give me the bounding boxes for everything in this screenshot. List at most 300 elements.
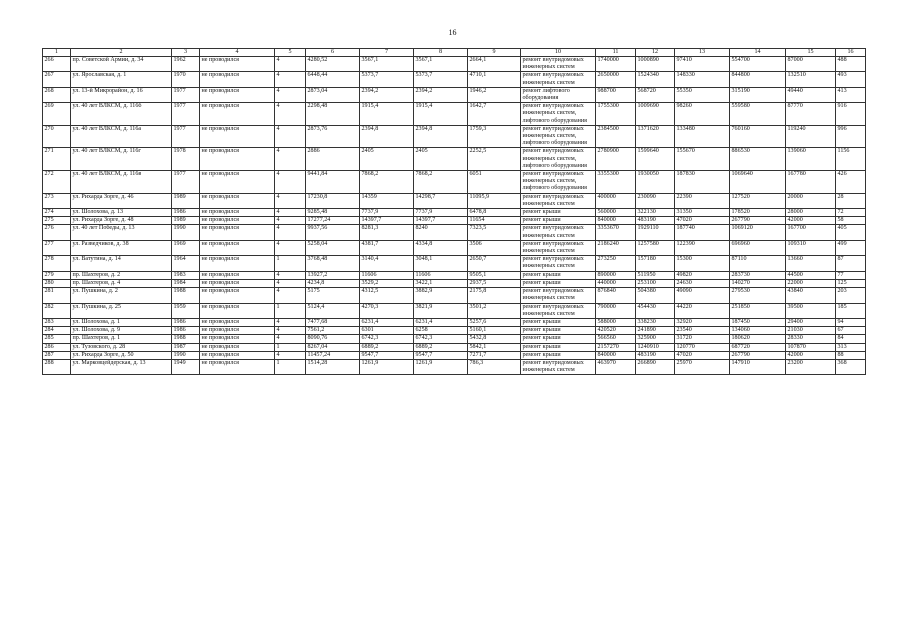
cell-total-area: 17277,24 (306, 217, 360, 225)
cell-work-type: ремонт внутридомовых инженерных систем, лифтового оборудования (521, 103, 596, 126)
table-row (43, 335, 866, 343)
cell-residential-area: 8240 (414, 225, 468, 240)
cell-private-area: 2175,8 (468, 288, 521, 303)
cell-last-repair: не проводился (200, 303, 275, 318)
cell-residential-area: 14298,7 (414, 193, 468, 208)
cell-living-area: 3140,4 (360, 256, 414, 271)
cell-address: ул. Шолохова, д. 1 (71, 318, 172, 326)
cell-row-number: 267 (43, 72, 71, 87)
cell-residential-area: 2394,2 (414, 87, 468, 102)
cell-last-repair: не проводился (200, 327, 275, 335)
cell-total-cost: 566560 (596, 335, 636, 343)
cell-private-area: 9505,1 (468, 271, 521, 279)
cell-floors: 4 (275, 327, 306, 335)
cell-residential-area: 3821,9 (414, 303, 468, 318)
cell-total-cost: 876840 (596, 288, 636, 303)
cell-owners-funds: 21030 (786, 327, 836, 335)
cell-owners-funds: 44500 (786, 271, 836, 279)
cell-fund-amount: 511950 (636, 271, 675, 279)
cell-total-area: 8090,76 (306, 335, 360, 343)
cell-total-area: 9937,56 (306, 225, 360, 240)
table-row (43, 103, 866, 126)
cell-row-number: 272 (43, 171, 71, 194)
cell-last-repair: не проводился (200, 343, 275, 351)
cell-private-area: 4710,1 (468, 72, 521, 87)
cell-fund-amount: 1930050 (636, 171, 675, 194)
table-row (43, 87, 866, 102)
cell-address: ул. 40 лет ВЛКСМ, д. 116б (71, 103, 172, 126)
cell-row-number: 285 (43, 335, 71, 343)
cell-living-area: 6301 (360, 327, 414, 335)
cell-row-number: 273 (43, 193, 71, 208)
cell-last-repair: не проводился (200, 125, 275, 148)
cell-work-type: ремонт внутридомовых инженерных систем (521, 256, 596, 271)
cell-total-cost: 273250 (596, 256, 636, 271)
cell-work-type: ремонт крыши (521, 217, 596, 225)
cell-regional-budget: 31720 (675, 335, 730, 343)
cell-private-area: 11095,9 (468, 193, 521, 208)
cell-living-area: 11606 (360, 271, 414, 279)
cell-total-cost: 2157270 (596, 343, 636, 351)
cell-residential-area: 3048,1 (414, 256, 468, 271)
cell-total-cost: 790000 (596, 303, 636, 318)
cell-fund-amount: 1599640 (636, 148, 675, 171)
cell-fund-amount: 266890 (636, 359, 675, 374)
cell-total-cost: 420520 (596, 327, 636, 335)
cell-municipal-budget: 147910 (730, 359, 786, 374)
cell-fund-amount: 504380 (636, 288, 675, 303)
cell-living-area: 6889,2 (360, 343, 414, 351)
cell-address: ул. Рихарда Зорге, д. 46 (71, 193, 172, 208)
cell-total-cost: 988700 (596, 87, 636, 102)
cell-work-type: ремонт крыши (521, 271, 596, 279)
cell-private-area: 5842,1 (468, 343, 521, 351)
cell-floors: 4 (275, 103, 306, 126)
cell-cost-per-sqm: 77 (836, 271, 866, 279)
cell-work-type: ремонт крыши (521, 318, 596, 326)
cell-total-area: 6448,44 (306, 72, 360, 87)
cell-cost-per-sqm: 88 (836, 351, 866, 359)
cell-total-cost: 840000 (596, 217, 636, 225)
cell-work-type: ремонт крыши (521, 209, 596, 217)
cell-floors: 4 (275, 351, 306, 359)
cell-year-built: 1977 (172, 125, 200, 148)
table-row (43, 240, 866, 255)
cell-cost-per-sqm: 405 (836, 225, 866, 240)
cell-address: ул. Шолохова, д. 13 (71, 209, 172, 217)
cell-living-area: 4381,7 (360, 240, 414, 255)
cell-floors: 4 (275, 72, 306, 87)
cell-year-built: 1988 (172, 288, 200, 303)
cell-municipal-budget: 267790 (730, 351, 786, 359)
cell-year-built: 1986 (172, 209, 200, 217)
cell-row-number: 284 (43, 327, 71, 335)
cell-municipal-budget: 559580 (730, 103, 786, 126)
cell-private-area: 3506 (468, 240, 521, 255)
cell-address: ул. Пушкина, д. 25 (71, 303, 172, 318)
cell-floors: 4 (275, 171, 306, 194)
cell-municipal-budget: 87110 (730, 256, 786, 271)
cell-regional-budget: 133480 (675, 125, 730, 148)
cell-total-area: 4280,52 (306, 57, 360, 72)
cell-total-cost: 1740000 (596, 57, 636, 72)
cell-private-area: 7271,7 (468, 351, 521, 359)
cell-work-type: ремонт внутридомовых инженерных систем (521, 303, 596, 318)
cell-total-area: 4234,8 (306, 279, 360, 287)
cell-total-area: 2298,48 (306, 103, 360, 126)
cell-total-area: 11457,24 (306, 351, 360, 359)
cell-last-repair: не проводился (200, 256, 275, 271)
cell-last-repair: не проводился (200, 318, 275, 326)
cell-private-area: 2937,5 (468, 279, 521, 287)
cell-floors: 4 (275, 209, 306, 217)
cell-private-area: 6478,8 (468, 209, 521, 217)
cell-work-type: ремонт внутридомовых инженерных систем (521, 57, 596, 72)
table-row (43, 318, 866, 326)
cell-regional-budget: 22390 (675, 193, 730, 208)
cell-row-number: 266 (43, 57, 71, 72)
cell-cost-per-sqm: 996 (836, 125, 866, 148)
cell-private-area: 6051 (468, 171, 521, 194)
cell-year-built: 1986 (172, 318, 200, 326)
cell-regional-budget: 98260 (675, 103, 730, 126)
cell-municipal-budget: 554700 (730, 57, 786, 72)
cell-year-built: 1983 (172, 271, 200, 279)
cell-work-type: ремонт крыши (521, 335, 596, 343)
cell-total-cost: 588000 (596, 318, 636, 326)
cell-municipal-budget: 127520 (730, 193, 786, 208)
cell-municipal-budget: 696960 (730, 240, 786, 255)
cell-municipal-budget: 251850 (730, 303, 786, 318)
column-header-5: 5 (275, 49, 306, 57)
column-header-11: 11 (596, 49, 636, 57)
cell-residential-area: 6231,4 (414, 318, 468, 326)
repair-program-table-container (42, 48, 865, 375)
cell-municipal-budget: 180620 (730, 335, 786, 343)
cell-regional-budget: 25970 (675, 359, 730, 374)
cell-cost-per-sqm: 185 (836, 303, 866, 318)
cell-work-type: ремонт внутридомовых инженерных систем, лифтового оборудования (521, 148, 596, 171)
cell-cost-per-sqm: 58 (836, 217, 866, 225)
cell-living-area: 7868,2 (360, 171, 414, 194)
table-row (43, 225, 866, 240)
cell-municipal-budget: 283730 (730, 271, 786, 279)
cell-address: ул. Ватутина, д. 14 (71, 256, 172, 271)
cell-owners-funds: 42000 (786, 351, 836, 359)
table-row (43, 351, 866, 359)
column-number-row (43, 49, 866, 57)
cell-address: ул. 13-й Микрорайон, д. 16 (71, 87, 172, 102)
cell-owners-funds: 132510 (786, 72, 836, 87)
cell-cost-per-sqm: 368 (836, 359, 866, 374)
cell-municipal-budget: 187450 (730, 318, 786, 326)
cell-owners-funds: 49440 (786, 87, 836, 102)
cell-last-repair: не проводился (200, 351, 275, 359)
cell-owners-funds: 167780 (786, 171, 836, 194)
cell-total-area: 7561,2 (306, 327, 360, 335)
cell-private-area: 2664,1 (468, 57, 521, 72)
cell-cost-per-sqm: 493 (836, 72, 866, 87)
cell-cost-per-sqm: 94 (836, 318, 866, 326)
cell-regional-budget: 44220 (675, 303, 730, 318)
cell-fund-amount: 241890 (636, 327, 675, 335)
column-header-15: 15 (786, 49, 836, 57)
cell-cost-per-sqm: 313 (836, 343, 866, 351)
column-header-2: 2 (71, 49, 172, 57)
cell-row-number: 277 (43, 240, 71, 255)
cell-fund-amount: 253100 (636, 279, 675, 287)
cell-residential-area: 11606 (414, 271, 468, 279)
cell-living-area: 4270,3 (360, 303, 414, 318)
cell-total-cost: 1755300 (596, 103, 636, 126)
cell-cost-per-sqm: 28 (836, 193, 866, 208)
cell-regional-budget: 49820 (675, 271, 730, 279)
cell-owners-funds: 107870 (786, 343, 836, 351)
cell-living-area: 2405 (360, 148, 414, 171)
cell-owners-funds: 109310 (786, 240, 836, 255)
cell-living-area: 5373,7 (360, 72, 414, 87)
cell-total-cost: 3353670 (596, 225, 636, 240)
cell-year-built: 1989 (172, 193, 200, 208)
cell-residential-area: 5373,7 (414, 72, 468, 87)
cell-fund-amount: 1240910 (636, 343, 675, 351)
cell-total-area: 9441,84 (306, 171, 360, 194)
cell-private-area: 786,3 (468, 359, 521, 374)
cell-living-area: 6742,3 (360, 335, 414, 343)
cell-year-built: 1989 (172, 217, 200, 225)
cell-regional-budget: 155670 (675, 148, 730, 171)
cell-regional-budget: 23540 (675, 327, 730, 335)
cell-row-number: 279 (43, 271, 71, 279)
cell-cost-per-sqm: 426 (836, 171, 866, 194)
cell-year-built: 1978 (172, 148, 200, 171)
cell-row-number: 288 (43, 359, 71, 374)
cell-fund-amount: 483190 (636, 351, 675, 359)
column-header-4: 4 (200, 49, 275, 57)
table-row (43, 57, 866, 72)
cell-year-built: 1977 (172, 171, 200, 194)
cell-municipal-budget: 315190 (730, 87, 786, 102)
cell-floors: 4 (275, 240, 306, 255)
cell-residential-area: 6889,2 (414, 343, 468, 351)
cell-last-repair: не проводился (200, 171, 275, 194)
cell-address: ул. 40 лет ВЛКСМ, д. 116в (71, 171, 172, 194)
cell-address: ул. 40 лет Победы, д. 13 (71, 225, 172, 240)
cell-year-built: 1986 (172, 327, 200, 335)
cell-fund-amount: 454430 (636, 303, 675, 318)
cell-total-cost: 440000 (596, 279, 636, 287)
cell-work-type: ремонт внутридомовых инженерных систем (521, 240, 596, 255)
cell-total-area: 17230,8 (306, 193, 360, 208)
cell-owners-funds: 119240 (786, 125, 836, 148)
table-row (43, 193, 866, 208)
cell-cost-per-sqm: 203 (836, 288, 866, 303)
cell-residential-area: 9547,7 (414, 351, 468, 359)
table-row (43, 256, 866, 271)
cell-cost-per-sqm: 87 (836, 256, 866, 271)
cell-floors: 4 (275, 288, 306, 303)
table-row (43, 125, 866, 148)
cell-last-repair: не проводился (200, 57, 275, 72)
cell-row-number: 275 (43, 217, 71, 225)
cell-fund-amount: 322130 (636, 209, 675, 217)
cell-address: ул. Рихарда Зорге, д. 48 (71, 217, 172, 225)
cell-cost-per-sqm: 67 (836, 327, 866, 335)
cell-regional-budget: 15300 (675, 256, 730, 271)
cell-floors: 4 (275, 318, 306, 326)
cell-living-area: 1261,9 (360, 359, 414, 374)
cell-private-area: 5432,8 (468, 335, 521, 343)
cell-municipal-budget: 140270 (730, 279, 786, 287)
cell-total-area: 8267,04 (306, 343, 360, 351)
column-header-3: 3 (172, 49, 200, 57)
cell-address: пр. Шахтеров, д. 2 (71, 271, 172, 279)
cell-residential-area: 3422,1 (414, 279, 468, 287)
table-row (43, 148, 866, 171)
cell-private-area: 1642,7 (468, 103, 521, 126)
cell-last-repair: не проводился (200, 148, 275, 171)
cell-address: пр. Советской Армии, д. 34 (71, 57, 172, 72)
cell-floors: 1 (275, 359, 306, 374)
repair-program-table (42, 48, 866, 375)
cell-last-repair: не проводился (200, 217, 275, 225)
cell-work-type: ремонт внутридомовых инженерных систем (521, 193, 596, 208)
cell-year-built: 1962 (172, 57, 200, 72)
cell-cost-per-sqm: 488 (836, 57, 866, 72)
cell-floors: 4 (275, 125, 306, 148)
cell-residential-area: 14397,7 (414, 217, 468, 225)
cell-private-area: 11654 (468, 217, 521, 225)
cell-last-repair: не проводился (200, 359, 275, 374)
cell-residential-area: 1261,9 (414, 359, 468, 374)
cell-cost-per-sqm: 72 (836, 209, 866, 217)
cell-floors: 1 (275, 343, 306, 351)
table-row (43, 72, 866, 87)
cell-work-type: ремонт крыши (521, 279, 596, 287)
cell-work-type: ремонт лифтового оборудования (521, 87, 596, 102)
column-header-1: 1 (43, 49, 71, 57)
cell-private-area: 5257,6 (468, 318, 521, 326)
cell-total-area: 2873,04 (306, 87, 360, 102)
cell-year-built: 1949 (172, 359, 200, 374)
column-header-13: 13 (675, 49, 730, 57)
cell-living-area: 3567,1 (360, 57, 414, 72)
cell-floors: 4 (275, 225, 306, 240)
cell-total-area: 5124,4 (306, 303, 360, 318)
cell-residential-area: 3882,9 (414, 288, 468, 303)
cell-work-type: ремонт внутридомовых инженерных систем (521, 225, 596, 240)
cell-year-built: 1987 (172, 343, 200, 351)
cell-year-built: 1984 (172, 279, 200, 287)
cell-work-type: ремонт внутридомовых инженерных систем (521, 359, 596, 374)
cell-residential-area: 7737,9 (414, 209, 468, 217)
cell-floors: 1 (275, 303, 306, 318)
cell-last-repair: не проводился (200, 335, 275, 343)
cell-total-cost: 2186240 (596, 240, 636, 255)
cell-owners-funds: 87000 (786, 57, 836, 72)
cell-year-built: 1990 (172, 225, 200, 240)
cell-owners-funds: 20000 (786, 193, 836, 208)
cell-floors: 4 (275, 57, 306, 72)
cell-last-repair: не проводился (200, 87, 275, 102)
cell-year-built: 1988 (172, 335, 200, 343)
cell-owners-funds: 29400 (786, 318, 836, 326)
cell-last-repair: не проводился (200, 288, 275, 303)
cell-total-cost: 2384500 (596, 125, 636, 148)
cell-owners-funds: 39500 (786, 303, 836, 318)
cell-total-cost: 463970 (596, 359, 636, 374)
table-row (43, 303, 866, 318)
table-row (43, 288, 866, 303)
cell-address: ул. 40 лет ВЛКСМ, д. 116а (71, 125, 172, 148)
table-row (43, 359, 866, 374)
cell-fund-amount: 338230 (636, 318, 675, 326)
cell-regional-budget: 148330 (675, 72, 730, 87)
cell-address: ул. Пушкина, д. 2 (71, 288, 172, 303)
cell-row-number: 276 (43, 225, 71, 240)
cell-address: ул. 40 лет ВЛКСМ, д. 116г (71, 148, 172, 171)
cell-residential-area: 2405 (414, 148, 468, 171)
cell-last-repair: не проводился (200, 271, 275, 279)
column-header-12: 12 (636, 49, 675, 57)
cell-work-type: ремонт внутридомовых инженерных систем (521, 288, 596, 303)
page-number: 16 (448, 28, 457, 37)
column-header-14: 14 (730, 49, 786, 57)
cell-row-number: 281 (43, 288, 71, 303)
cell-floors: 4 (275, 335, 306, 343)
cell-floors: 4 (275, 87, 306, 102)
cell-private-area: 2252,5 (468, 148, 521, 171)
cell-owners-funds: 22000 (786, 279, 836, 287)
cell-year-built: 1977 (172, 87, 200, 102)
cell-total-cost: 3355300 (596, 171, 636, 194)
cell-work-type: ремонт внутридомовых инженерных систем, лифтового оборудования (521, 125, 596, 148)
cell-cost-per-sqm: 499 (836, 240, 866, 255)
cell-row-number: 270 (43, 125, 71, 148)
cell-last-repair: не проводился (200, 240, 275, 255)
cell-municipal-budget: 1069640 (730, 171, 786, 194)
cell-last-repair: не проводился (200, 103, 275, 126)
cell-municipal-budget: 134060 (730, 327, 786, 335)
cell-residential-area: 4334,8 (414, 240, 468, 255)
cell-address: ул. Тузовского, д. 28 (71, 343, 172, 351)
cell-living-area: 4312,5 (360, 288, 414, 303)
cell-fund-amount: 483190 (636, 217, 675, 225)
cell-last-repair: не проводился (200, 72, 275, 87)
cell-floors: 4 (275, 193, 306, 208)
cell-floors: 4 (275, 217, 306, 225)
cell-address: ул. Шолохова, д. 9 (71, 327, 172, 335)
cell-municipal-budget: 760160 (730, 125, 786, 148)
cell-municipal-budget: 886530 (730, 148, 786, 171)
cell-address: ул. Ярославская, д. 1 (71, 72, 172, 87)
cell-living-area: 14397,7 (360, 217, 414, 225)
cell-living-area: 8281,3 (360, 225, 414, 240)
cell-total-area: 1514,28 (306, 359, 360, 374)
cell-municipal-budget: 267790 (730, 217, 786, 225)
table-row (43, 217, 866, 225)
cell-floors: 4 (275, 271, 306, 279)
cell-living-area: 6231,4 (360, 318, 414, 326)
cell-regional-budget: 187740 (675, 225, 730, 240)
cell-owners-funds: 43840 (786, 288, 836, 303)
cell-address: ул. Марковцейдерская, д. 13 (71, 359, 172, 374)
table-row (43, 171, 866, 194)
cell-regional-budget: 122390 (675, 240, 730, 255)
cell-address: пр. Шахтеров, д. 4 (71, 279, 172, 287)
cell-cost-per-sqm: 125 (836, 279, 866, 287)
cell-year-built: 1964 (172, 256, 200, 271)
